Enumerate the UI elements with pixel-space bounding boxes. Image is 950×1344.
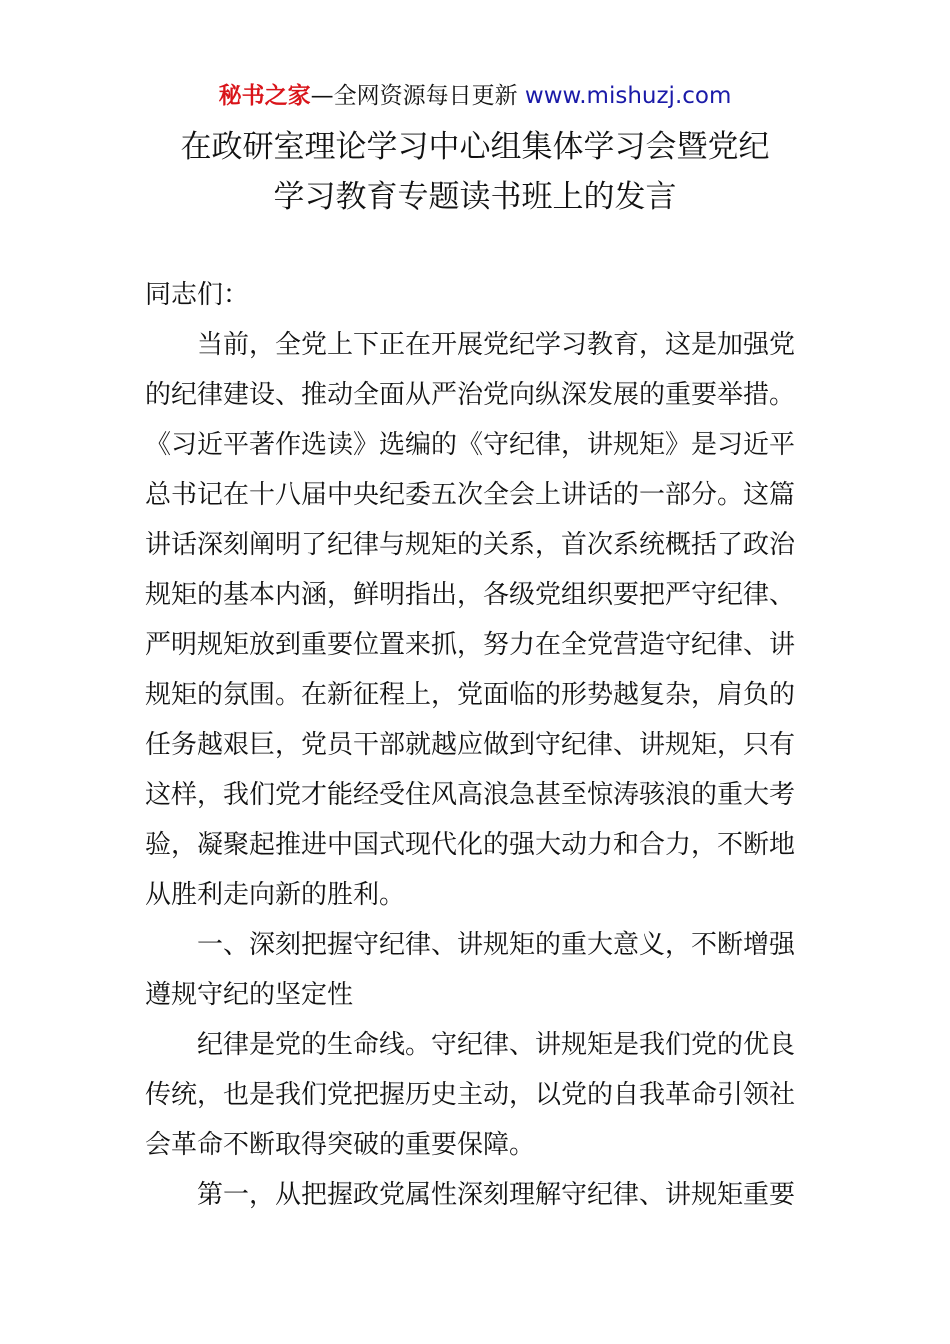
site-header xyxy=(0,80,950,112)
brand-name: 秘书之家 xyxy=(218,83,311,109)
brand-url[interactable]: www.mishuzj.com xyxy=(524,83,732,109)
body-line: 任务越艰巨，党员干部就越应做到守纪律、讲规矩，只有 xyxy=(145,730,796,760)
body-line: 的纪律建设、推动全面从严治党向纵深发展的重要举措。 xyxy=(145,380,796,410)
body-line: 这样，我们党才能经受住风高浪急甚至惊涛骇浪的重大考 xyxy=(145,780,796,810)
body-line: 从胜利走向新的胜利。 xyxy=(145,880,406,910)
body-line: 严明规矩放到重要位置来抓，努力在全党营造守纪律、讲 xyxy=(145,630,796,660)
body-line: 规矩的基本内涵，鲜明指出，各级党组织要把严守纪律、 xyxy=(145,580,796,610)
body-line: 传统，也是我们党把握历史主动，以党的自我革命引领社 xyxy=(145,1080,796,1110)
body-line: 当前，全党上下正在开展党纪学习教育，这是加强党 xyxy=(145,330,796,360)
brand-tagline: —全网资源每日更新 xyxy=(310,83,525,109)
document-title-line-1: 在政研室理论学习中心组集体学习会暨党纪 xyxy=(180,129,770,165)
body-line: 纪律是党的生命线。守纪律、讲规矩是我们党的优良 xyxy=(145,1030,796,1060)
section-heading-line: 一、深刻把握守纪律、讲规矩的重大意义，不断增强 xyxy=(145,930,796,960)
body-line: 总书记在十八届中央纪委五次全会上讲话的一部分。这篇 xyxy=(145,480,796,510)
body-line: 讲话深刻阐明了纪律与规矩的关系，首次系统概括了政治 xyxy=(145,530,796,560)
document-title-line-2: 学习教育专题读书班上的发言 xyxy=(273,179,677,215)
section-heading-line: 遵规守纪的坚定性 xyxy=(145,980,354,1010)
body-line: 《习近平著作选读》选编的《守纪律，讲规矩》是习近平 xyxy=(145,430,796,460)
body-line: 验，凝聚起推进中国式现代化的强大动力和合力，不断地 xyxy=(145,830,796,860)
body-line: 会革命不断取得突破的重要保障。 xyxy=(145,1130,536,1160)
body-line: 同志们： xyxy=(145,280,250,310)
body-line: 规矩的氛围。在新征程上，党面临的形势越复杂，肩负的 xyxy=(145,680,796,710)
body-line: 第一，从把握政党属性深刻理解守纪律、讲规矩重要 xyxy=(145,1180,796,1210)
